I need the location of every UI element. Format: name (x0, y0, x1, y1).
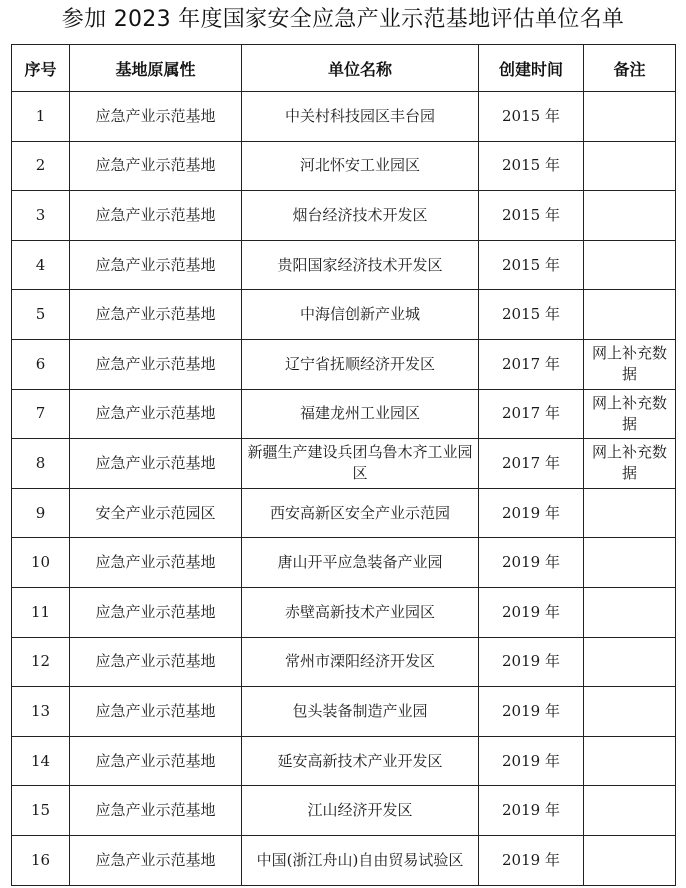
cell-serial-number: 15 (12, 786, 70, 836)
cell-remarks (584, 736, 676, 786)
cell-serial-number: 12 (12, 637, 70, 687)
cell-base-attribute: 应急产业示范基地 (70, 141, 242, 191)
cell-founded-time: 2019 年 (479, 687, 584, 737)
table-row (12, 786, 676, 836)
cell-base-attribute: 应急产业示范基地 (70, 92, 242, 142)
cell-remarks (584, 587, 676, 637)
cell-founded-time: 2017 年 (479, 389, 584, 439)
table-row (12, 439, 676, 489)
table-row (12, 687, 676, 737)
cell-serial-number: 5 (12, 290, 70, 340)
cell-unit-name: 辽宁省抚顺经济开发区 (242, 339, 479, 389)
assessment-units-table (11, 44, 676, 886)
table-row (12, 587, 676, 637)
cell-unit-name: 河北怀安工业园区 (242, 141, 479, 191)
cell-unit-name: 包头装备制造产业园 (242, 687, 479, 737)
cell-remarks (584, 786, 676, 836)
cell-unit-name: 西安高新区安全产业示范园 (242, 488, 479, 538)
cell-unit-name: 新疆生产建设兵团乌鲁木齐工业园区 (242, 439, 479, 489)
header-remarks: 备注 (584, 45, 676, 92)
cell-remarks (584, 488, 676, 538)
table-row (12, 637, 676, 687)
cell-unit-name: 常州市溧阳经济开发区 (242, 637, 479, 687)
table-row (12, 736, 676, 786)
cell-base-attribute: 应急产业示范基地 (70, 637, 242, 687)
table-row (12, 290, 676, 340)
cell-founded-time: 2017 年 (479, 339, 584, 389)
cell-base-attribute: 应急产业示范基地 (70, 736, 242, 786)
cell-base-attribute: 应急产业示范基地 (70, 835, 242, 885)
table-row (12, 339, 676, 389)
cell-remarks: 网上补充数据 (584, 339, 676, 389)
cell-serial-number: 13 (12, 687, 70, 737)
cell-unit-name: 中国(浙江舟山)自由贸易试验区 (242, 835, 479, 885)
cell-unit-name: 江山经济开发区 (242, 786, 479, 836)
cell-founded-time: 2019 年 (479, 538, 584, 588)
header-serial-number: 序号 (12, 45, 70, 92)
header-base-attribute: 基地原属性 (70, 45, 242, 92)
cell-unit-name: 中海信创新产业城 (242, 290, 479, 340)
cell-base-attribute: 应急产业示范基地 (70, 191, 242, 241)
cell-serial-number: 8 (12, 439, 70, 489)
cell-serial-number: 1 (12, 92, 70, 142)
cell-serial-number: 3 (12, 191, 70, 241)
cell-unit-name: 福建龙州工业园区 (242, 389, 479, 439)
table-row (12, 389, 676, 439)
cell-base-attribute: 安全产业示范园区 (70, 488, 242, 538)
cell-base-attribute: 应急产业示范基地 (70, 687, 242, 737)
cell-founded-time: 2015 年 (479, 92, 584, 142)
header-row (12, 45, 676, 92)
cell-base-attribute: 应急产业示范基地 (70, 389, 242, 439)
cell-unit-name: 赤壁高新技术产业园区 (242, 587, 479, 637)
cell-remarks (584, 637, 676, 687)
cell-remarks (584, 141, 676, 191)
cell-unit-name: 中关村科技园区丰台园 (242, 92, 479, 142)
cell-founded-time: 2019 年 (479, 786, 584, 836)
cell-founded-time: 2019 年 (479, 736, 584, 786)
cell-founded-time: 2019 年 (479, 637, 584, 687)
cell-serial-number: 11 (12, 587, 70, 637)
cell-remarks (584, 290, 676, 340)
cell-remarks: 网上补充数据 (584, 389, 676, 439)
header-unit-name: 单位名称 (242, 45, 479, 92)
cell-unit-name: 贵阳国家经济技术开发区 (242, 240, 479, 290)
cell-serial-number: 14 (12, 736, 70, 786)
cell-founded-time: 2015 年 (479, 141, 584, 191)
cell-serial-number: 2 (12, 141, 70, 191)
cell-remarks (584, 240, 676, 290)
cell-remarks (584, 687, 676, 737)
cell-remarks (584, 191, 676, 241)
cell-unit-name: 延安高新技术产业开发区 (242, 736, 479, 786)
cell-founded-time: 2015 年 (479, 240, 584, 290)
cell-remarks (584, 538, 676, 588)
cell-serial-number: 4 (12, 240, 70, 290)
cell-founded-time: 2019 年 (479, 587, 584, 637)
cell-serial-number: 6 (12, 339, 70, 389)
cell-remarks (584, 92, 676, 142)
header-founded-time: 创建时间 (479, 45, 584, 92)
table-body (12, 92, 676, 886)
cell-base-attribute: 应急产业示范基地 (70, 339, 242, 389)
table-row (12, 835, 676, 885)
cell-base-attribute: 应急产业示范基地 (70, 439, 242, 489)
cell-founded-time: 2019 年 (479, 488, 584, 538)
cell-unit-name: 唐山开平应急装备产业园 (242, 538, 479, 588)
cell-base-attribute: 应急产业示范基地 (70, 290, 242, 340)
cell-founded-time: 2017 年 (479, 439, 584, 489)
document-title: 参加 2023 年度国家安全应急产业示范基地评估单位名单 (61, 7, 625, 32)
cell-founded-time: 2015 年 (479, 290, 584, 340)
table-row (12, 92, 676, 142)
cell-founded-time: 2015 年 (479, 191, 584, 241)
cell-serial-number: 10 (12, 538, 70, 588)
table-row (12, 538, 676, 588)
cell-unit-name: 烟台经济技术开发区 (242, 191, 479, 241)
table-row (12, 488, 676, 538)
table-row (12, 240, 676, 290)
cell-base-attribute: 应急产业示范基地 (70, 240, 242, 290)
cell-base-attribute: 应急产业示范基地 (70, 538, 242, 588)
cell-serial-number: 9 (12, 488, 70, 538)
cell-base-attribute: 应急产业示范基地 (70, 587, 242, 637)
cell-remarks (584, 835, 676, 885)
cell-serial-number: 7 (12, 389, 70, 439)
table-row (12, 141, 676, 191)
cell-base-attribute: 应急产业示范基地 (70, 786, 242, 836)
cell-serial-number: 16 (12, 835, 70, 885)
table-header (12, 45, 676, 92)
table-row (12, 191, 676, 241)
cell-founded-time: 2019 年 (479, 835, 584, 885)
cell-remarks: 网上补充数据 (584, 439, 676, 489)
